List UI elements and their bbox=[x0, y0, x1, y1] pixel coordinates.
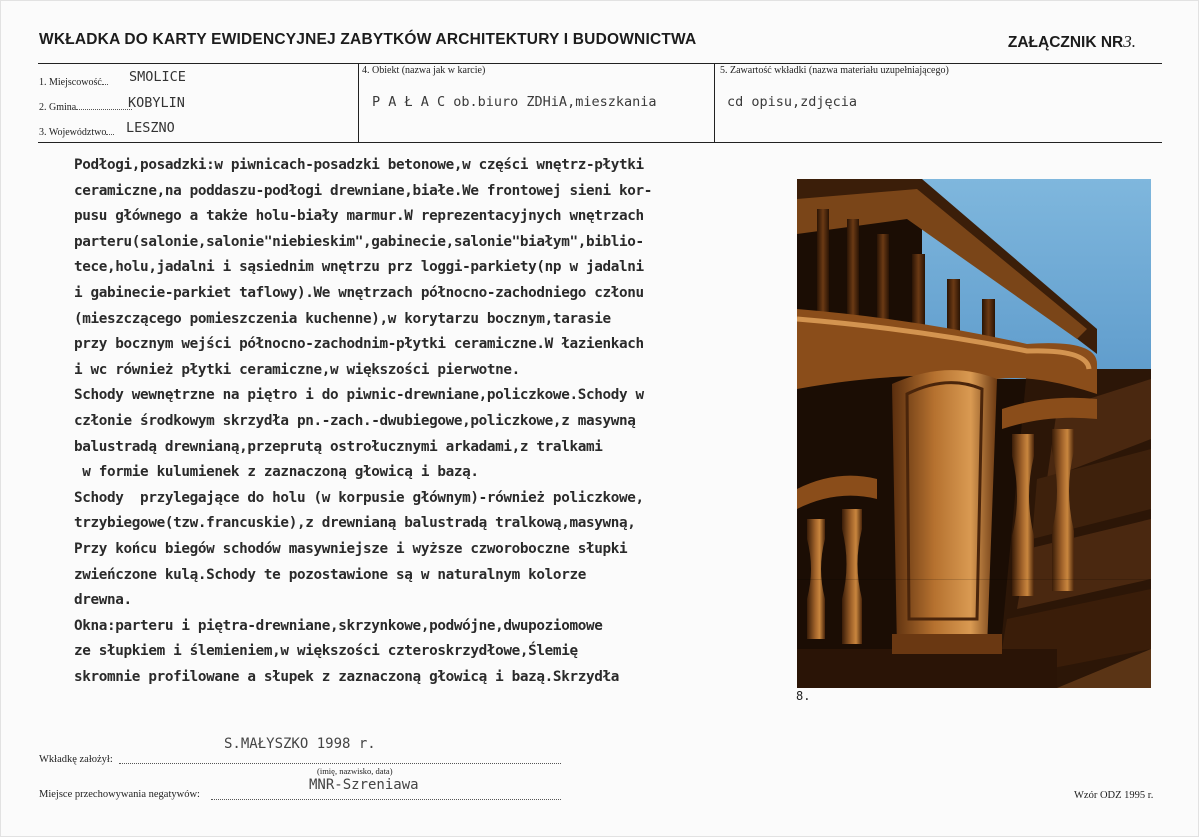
form-title: WKŁADKA DO KARTY EWIDENCYJNEJ ZABYTKÓW ARCHITEKTURY I BUDOWNICTWA bbox=[39, 31, 697, 48]
obiekt-label: 4. Obiekt (nazwa jak w karcie) bbox=[362, 65, 486, 76]
text-line: (mieszczącego pomieszczenia kuchenne),w korytarzu bocznym,tarasie bbox=[74, 310, 611, 327]
miejscowosc-label: 1. Miejscowość bbox=[39, 77, 102, 88]
text-line: drewna. bbox=[74, 592, 132, 609]
zawartosc-label: 5. Zawartość wkładki (nazwa materiału uzupełniającego) bbox=[720, 65, 949, 76]
field-gmina bbox=[39, 102, 132, 113]
text-line: Podłogi,posadzki:w piwnicach-posadzki betonowe,w części wnętrz-płytki bbox=[74, 157, 644, 173]
text-line: tece,holu,jadalni i sąsiednim wnętrzu prz loggi-parkiety(np w jadalni bbox=[74, 259, 644, 276]
text-line: przy bocznym wejści północno-zachodnim-płytki ceramiczne.W łazienkach bbox=[74, 336, 644, 353]
text-line: pusu głównego a także holu-biały marmur.W reprezentacyjnych wnętrzach bbox=[74, 208, 644, 225]
text-line: Schody przylegające do holu (w korpusie głównym)-również policzkowe, bbox=[74, 489, 644, 506]
gmina-value: KOBYLIN bbox=[128, 95, 185, 111]
obiekt-value: P A Ł A C ob.biuro ZDHiA,mieszkania bbox=[372, 94, 657, 110]
text-line: parteru(salonie,salonie"niebieskim",gabinecie,salonie"białym",biblio- bbox=[74, 233, 644, 250]
miejsce-label: Miejsce przechowywania negatywów: bbox=[39, 789, 200, 800]
header-divider-2 bbox=[714, 63, 715, 142]
text-line: zwieńczone kulą.Schody te pozostawione są w naturalnym kolorze bbox=[74, 566, 586, 583]
text-line: ze słupkiem i ślemieniem,w większości czteroskrzydłowe,Ślemię bbox=[74, 643, 578, 660]
miejsce-value: MNR-Szreniawa bbox=[309, 777, 419, 793]
text-line: Okna:parteru i piętra-drewniane,skrzynkowe,podwójne,dwupoziomowe bbox=[74, 617, 603, 634]
miejsce-dotline bbox=[211, 799, 561, 800]
miejscowosc-value: SMOLICE bbox=[129, 69, 186, 85]
text-line: ceramiczne,na poddaszu-podłogi drewniane,białe.We frontowej sieni kor- bbox=[74, 182, 653, 199]
zalozyl-dotline bbox=[119, 763, 561, 764]
field-wojewodztwo bbox=[39, 127, 114, 138]
text-line: Przy końcu biegów schodów masywniejsze i wyższe czworoboczne słupki bbox=[74, 540, 628, 557]
header-bottom-rule bbox=[38, 142, 1162, 143]
attachment-label: ZAŁĄCZNIK NR bbox=[1007, 34, 1124, 51]
header-divider-1 bbox=[358, 63, 359, 142]
text-line: trzybiegowe(tzw.francuskie),z drewnianą balustradą tralkową,masywną, bbox=[74, 515, 636, 532]
text-line: balustradą drewnianą,przeprutą ostrołucznymi arkadami,z tralkami bbox=[74, 438, 603, 455]
gmina-label: 2. Gmina bbox=[39, 102, 77, 113]
form-version: Wzór ODZ 1995 r. bbox=[1074, 790, 1154, 801]
wojewodztwo-label: 3. Województwo bbox=[39, 127, 107, 138]
zawartosc-value: cd opisu,zdjęcia bbox=[727, 94, 858, 110]
wojewodztwo-value: LESZNO bbox=[126, 120, 175, 136]
zalozyl-label: Wkładkę założył: bbox=[39, 754, 113, 765]
photo-number: 8. bbox=[796, 689, 811, 703]
field-miejscowosc bbox=[39, 77, 108, 88]
staircase-photo bbox=[797, 179, 1151, 688]
attachment-number bbox=[1008, 32, 1136, 52]
text-line: członie środkowym skrzydła pn.-zach.-dwubiegowe,policzkowe,z masywną bbox=[74, 412, 636, 429]
text-line: i wc również płytki ceramiczne,w większości pierwotne. bbox=[74, 361, 520, 378]
zalozyl-value: S.MAŁYSZKO 1998 r. bbox=[224, 736, 376, 752]
text-line: Schody wewnętrzne na piętro i do piwnic-drewniane,policzkowe.Schody w bbox=[74, 387, 644, 404]
header-top-rule bbox=[38, 63, 1162, 64]
description-text bbox=[74, 153, 789, 690]
zalozyl-hint: (imię, nazwisko, data) bbox=[317, 766, 393, 776]
text-line: skromnie profilowane a słupek z zaznaczoną głowicą i bazą.Skrzydła bbox=[74, 668, 619, 685]
text-line: i gabinecie-parkiet taflowy).We wnętrzach północno-zachodniego członu bbox=[74, 284, 644, 301]
text-line: w formie kulumienek z zaznaczoną głowicą i bazą. bbox=[74, 464, 479, 481]
attachment-number-value: 3. bbox=[1123, 32, 1136, 51]
